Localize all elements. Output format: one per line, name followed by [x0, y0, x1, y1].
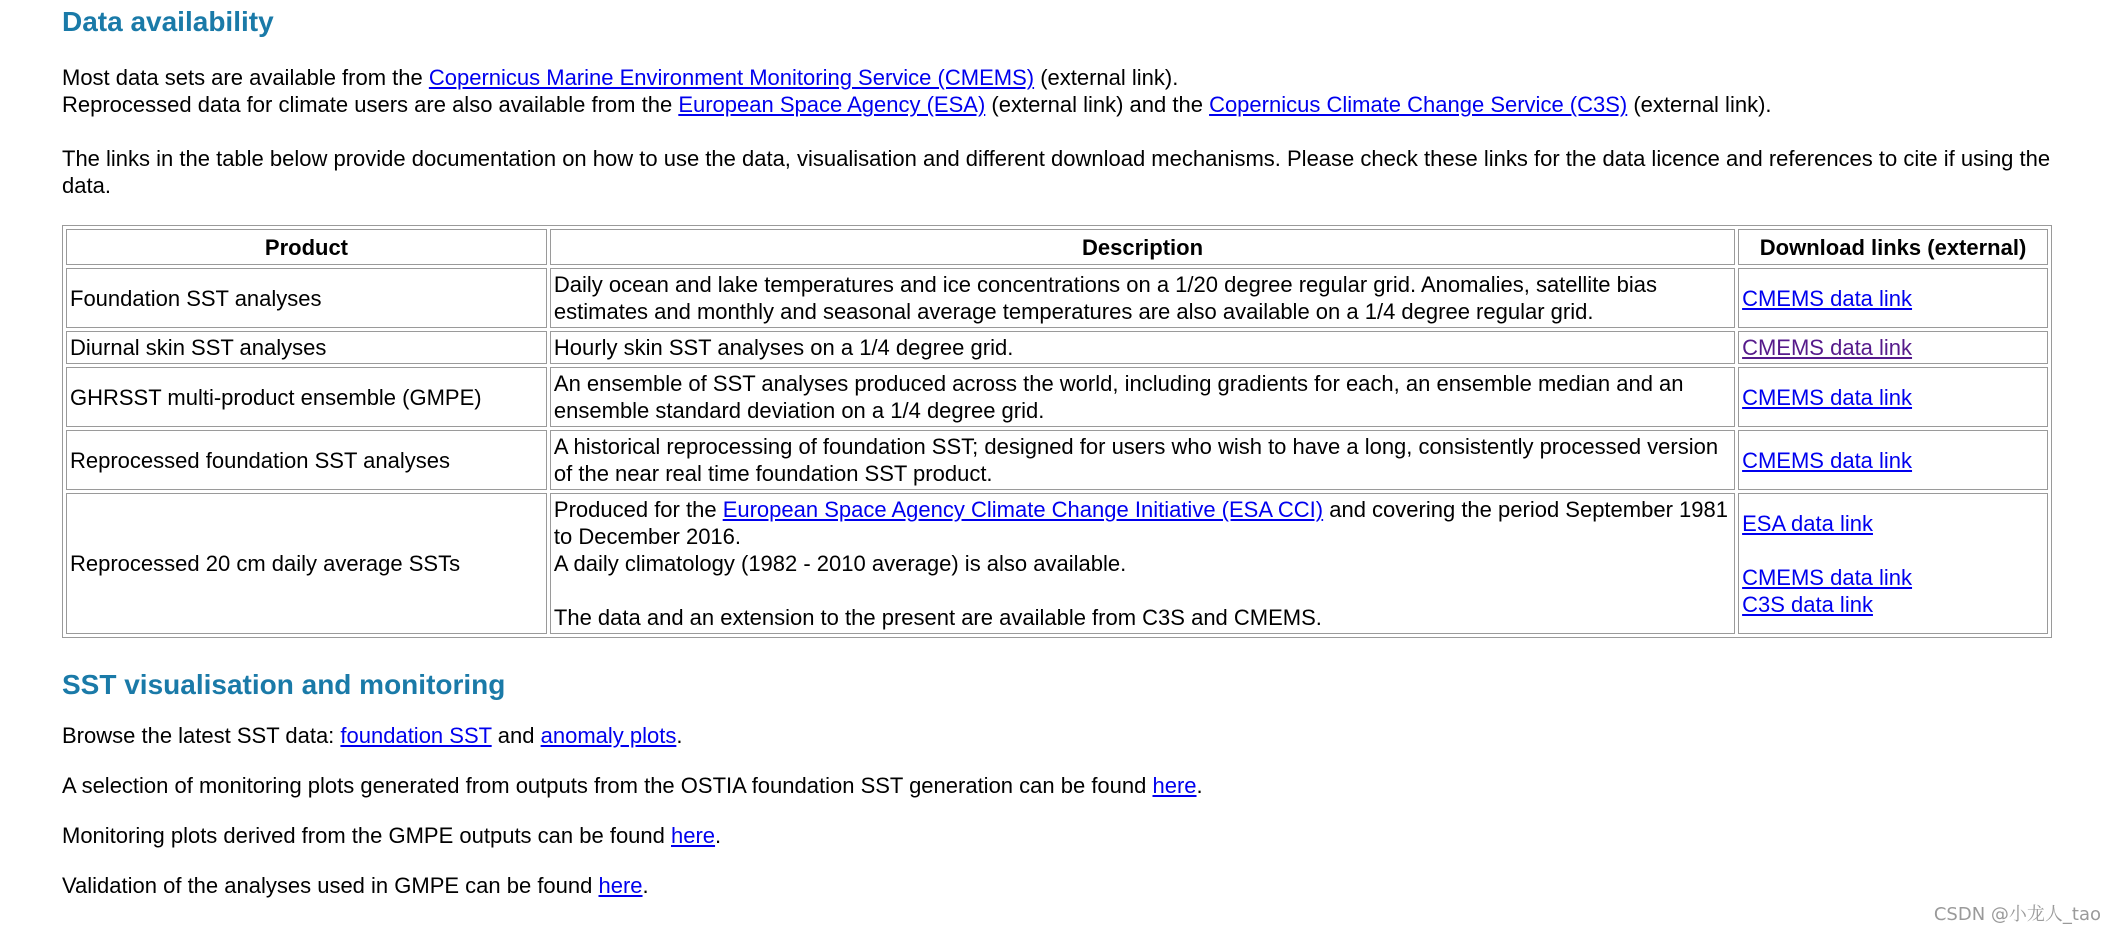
product-cell: GHRSST multi-product ensemble (GMPE)	[66, 367, 547, 427]
cmems-data-link[interactable]: CMEMS data link	[1742, 335, 1913, 360]
header-description: Description	[550, 229, 1735, 265]
esa-link[interactable]: European Space Agency (ESA)	[678, 92, 986, 117]
cmems-data-link[interactable]: CMEMS data link	[1742, 285, 1913, 311]
table-row	[66, 268, 2048, 328]
description-cell: A historical reprocessing of foundation SST; designed for users who wish to have a long, consistently processed version of the near real time foundation SST product.	[550, 430, 1735, 490]
heading-sst-visualisation: SST visualisation and monitoring	[62, 669, 506, 700]
validation-prefix: Validation of the analyses used in GMPE can be found	[62, 873, 599, 898]
intro-paragraph	[62, 64, 2052, 118]
spacer	[1742, 537, 2044, 564]
download-cell	[1738, 268, 2048, 328]
heading-data-availability: Data availability	[62, 6, 274, 37]
cmems-data-link[interactable]: CMEMS data link	[1742, 384, 1913, 410]
product-cell: Foundation SST analyses	[66, 268, 547, 328]
description-cell	[550, 493, 1735, 634]
table-row	[66, 331, 2048, 364]
browse-paragraph	[62, 722, 2052, 749]
product-cell: Reprocessed foundation SST analyses	[66, 430, 547, 490]
intro-line2-middle: (external link) and the	[985, 92, 1210, 117]
download-cell	[1738, 367, 2048, 427]
download-cell	[1738, 331, 2048, 364]
cmems-data-link[interactable]: CMEMS data link	[1742, 447, 1913, 473]
validation-here-link[interactable]: here	[598, 873, 643, 898]
table-row	[66, 367, 2048, 427]
gmpe-here-link[interactable]: here	[671, 823, 716, 848]
anomaly-plots-link[interactable]: anomaly plots	[540, 723, 677, 748]
esa-data-link[interactable]: ESA data link	[1742, 510, 1873, 536]
c3s-data-link[interactable]: C3S data link	[1742, 591, 1873, 617]
intro-line1-suffix: (external link).	[1034, 65, 1179, 90]
ostia-prefix: A selection of monitoring plots generated from outputs from the OSTIA foundation SST generation can be found	[62, 773, 1153, 798]
cmems-data-link[interactable]: CMEMS data link	[1742, 564, 1913, 590]
description-climatology: A daily climatology (1982 - 2010 average) is also available.	[553, 551, 1127, 576]
table-header-row	[66, 229, 2048, 265]
spacer	[554, 577, 1731, 604]
validation-paragraph	[62, 872, 2052, 899]
description-cell: An ensemble of SST analyses produced across the world, including gradients for each, an ensemble median and an ensemble standard deviation on a 1/4 degree grid.	[550, 367, 1735, 427]
foundation-sst-link[interactable]: foundation SST	[340, 723, 492, 748]
c3s-link[interactable]: Copernicus Climate Change Service (C3S)	[1209, 92, 1628, 117]
table-intro-paragraph: The links in the table below provide documentation on how to use the data, visualisation and different download mechanisms. Please check these links for the data licence and references to cite if using the data.	[62, 146, 2051, 198]
table-row	[66, 493, 2048, 634]
download-cell	[1738, 493, 2048, 634]
description-extension: The data and an extension to the present are available from C3S and CMEMS.	[553, 605, 1322, 630]
header-product: Product	[66, 229, 547, 265]
header-download-links: Download links (external)	[1738, 229, 2048, 265]
description-cell: Hourly skin SST analyses on a 1/4 degree grid.	[550, 331, 1735, 364]
intro-line2-suffix: (external link).	[1627, 92, 1772, 117]
esa-cci-link[interactable]: European Space Agency Climate Change Initiative (ESA CCI)	[722, 497, 1324, 522]
gmpe-monitoring-paragraph	[62, 822, 2052, 849]
ostia-monitoring-paragraph	[62, 772, 2052, 799]
description-cell: Daily ocean and lake temperatures and ice concentrations on a 1/20 degree regular grid. Anomalies, satellite bias estimates and monthly and seasonal average temperatures are also available on a 1/4 degree regular grid.	[550, 268, 1735, 328]
description-suffix: and covering the period September 1981 to December 2016.	[553, 497, 1728, 549]
browse-suffix: .	[676, 723, 683, 748]
table-row	[66, 430, 2048, 490]
product-cell: Reprocessed 20 cm daily average SSTs	[66, 493, 547, 634]
download-cell	[1738, 430, 2048, 490]
csdn-watermark: CSDN @小龙人_tao	[1933, 904, 2101, 925]
validation-suffix: .	[642, 873, 649, 898]
intro-line2-prefix: Reprocessed data for climate users are also available from the	[62, 92, 679, 117]
cmems-link[interactable]: Copernicus Marine Environment Monitoring Service (CMEMS)	[428, 65, 1035, 90]
data-availability-table	[62, 225, 2052, 638]
description-prefix: Produced for the	[553, 497, 723, 522]
product-cell: Diurnal skin SST analyses	[66, 331, 547, 364]
browse-prefix: Browse the latest SST data:	[62, 723, 341, 748]
ostia-here-link[interactable]: here	[1152, 773, 1197, 798]
gmpe-suffix: .	[715, 823, 722, 848]
browse-middle: and	[491, 723, 541, 748]
gmpe-prefix: Monitoring plots derived from the GMPE outputs can be found	[62, 823, 671, 848]
ostia-suffix: .	[1196, 773, 1203, 798]
intro-line1-prefix: Most data sets are available from the	[62, 65, 429, 90]
